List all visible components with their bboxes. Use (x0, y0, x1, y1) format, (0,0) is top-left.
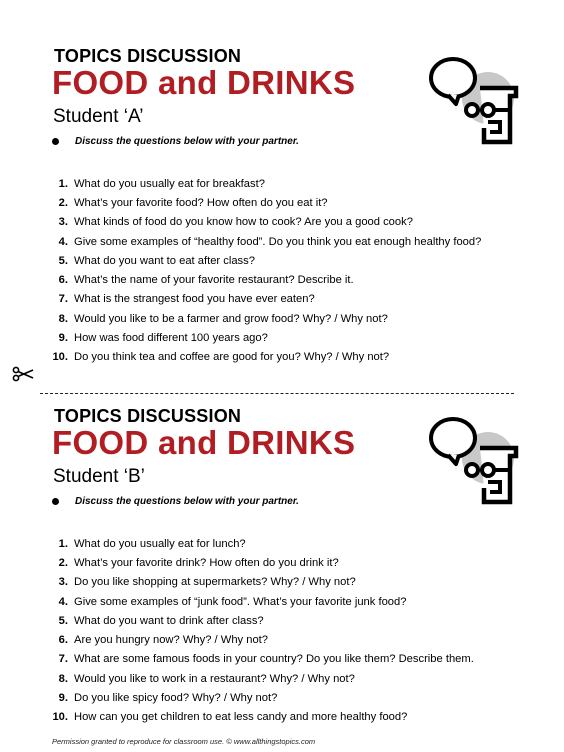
question-number: 7. (58, 653, 68, 666)
question-number: 2. (58, 196, 68, 209)
question-list (46, 174, 481, 367)
question-item (46, 309, 481, 328)
question-number: 5. (58, 254, 68, 267)
question-number: 8. (58, 312, 68, 325)
question-number: 9. (58, 332, 68, 345)
section-kicker: TOPICS DISCUSSION (54, 406, 242, 426)
question-number: 7. (58, 293, 68, 306)
question-text: What do you usually eat for lunch? (74, 537, 246, 550)
question-number: 1. (58, 177, 68, 190)
question-item (46, 232, 481, 251)
question-text: Are you hungry now? Why? / Why not? (74, 634, 269, 647)
dashed-divider (40, 393, 514, 394)
section-title: FOOD and DRINKS (52, 424, 356, 461)
question-item (46, 669, 474, 688)
question-number: 1. (58, 537, 68, 550)
question-text: What are some famous foods in your country? Do you like them? Describe them. (74, 653, 474, 666)
talking-head-icon (428, 414, 520, 506)
question-list (46, 534, 474, 727)
question-item (46, 174, 481, 193)
question-item (46, 611, 474, 630)
question-number: 4. (58, 595, 68, 608)
question-text: Give some examples of “junk food”. What’s your favorite junk food? (74, 595, 407, 608)
question-item (46, 553, 474, 572)
student-label: Student ‘B’ (53, 466, 145, 487)
section-title: FOOD and DRINKS (52, 64, 356, 101)
question-number: 4. (58, 235, 68, 248)
question-item (46, 193, 481, 212)
question-number: 6. (58, 634, 68, 647)
question-number: 10. (52, 351, 68, 364)
question-number: 6. (58, 274, 68, 287)
question-item (46, 251, 481, 270)
question-text: What do you usually eat for breakfast? (74, 177, 265, 190)
question-text: Do you like spicy food? Why? / Why not? (74, 692, 278, 705)
question-text: What do you want to drink after class? (74, 614, 264, 627)
question-number: 3. (58, 576, 68, 589)
student-label: Student ‘A’ (53, 106, 144, 127)
talking-head-icon (428, 54, 520, 146)
question-number: 2. (58, 556, 68, 569)
question-item (46, 650, 474, 669)
question-number: 8. (58, 672, 68, 685)
question-text: What’s your favorite drink? How often do you drink it? (74, 556, 339, 569)
footer-permission: Permission granted to reproduce for classroom use. © www.allthingstopics.com (52, 737, 316, 746)
question-item (46, 708, 474, 727)
instruction-text: Discuss the questions below with your partner. (75, 136, 299, 147)
instruction-line (52, 496, 299, 507)
question-item (46, 573, 474, 592)
question-number: 9. (58, 692, 68, 705)
question-text: Would you like to be a farmer and grow food? Why? / Why not? (74, 312, 388, 325)
question-number: 3. (58, 216, 68, 229)
question-item (46, 348, 481, 367)
question-text: Would you like to work in a restaurant? Why? / Why not? (74, 672, 355, 685)
instruction-text: Discuss the questions below with your partner. (75, 496, 299, 507)
question-item (46, 290, 481, 309)
question-text: Give some examples of “healthy food”. Do you think you eat enough healthy food? (74, 235, 482, 248)
question-text: How was food different 100 years ago? (74, 332, 268, 345)
bullet-icon (52, 138, 59, 145)
question-item (46, 213, 481, 232)
question-item (46, 592, 474, 611)
question-text: What kinds of food do you know how to cook? Are you a good cook? (74, 216, 413, 229)
question-item (46, 328, 481, 347)
question-number: 10. (52, 711, 68, 724)
bullet-icon (52, 498, 59, 505)
cut-line (40, 384, 514, 396)
question-item (46, 270, 481, 289)
question-text: What’s the name of your favorite restaurant? Describe it. (74, 274, 354, 287)
instruction-line (52, 136, 299, 147)
question-number: 5. (58, 614, 68, 627)
section-kicker: TOPICS DISCUSSION (54, 46, 242, 66)
question-text: Do you like shopping at supermarkets? Why? / Why not? (74, 576, 356, 589)
question-text: Do you think tea and coffee are good for you? Why? / Why not? (74, 351, 390, 364)
question-text: What do you want to eat after class? (74, 254, 255, 267)
question-item (46, 534, 474, 553)
question-text: How can you get children to eat less candy and more healthy food? (74, 711, 408, 724)
question-item (46, 630, 474, 649)
scissors-icon (12, 366, 34, 382)
question-text: What’s your favorite food? How often do you eat it? (74, 196, 328, 209)
question-item (46, 688, 474, 707)
question-text: What is the strangest food you have ever eaten? (74, 293, 315, 306)
